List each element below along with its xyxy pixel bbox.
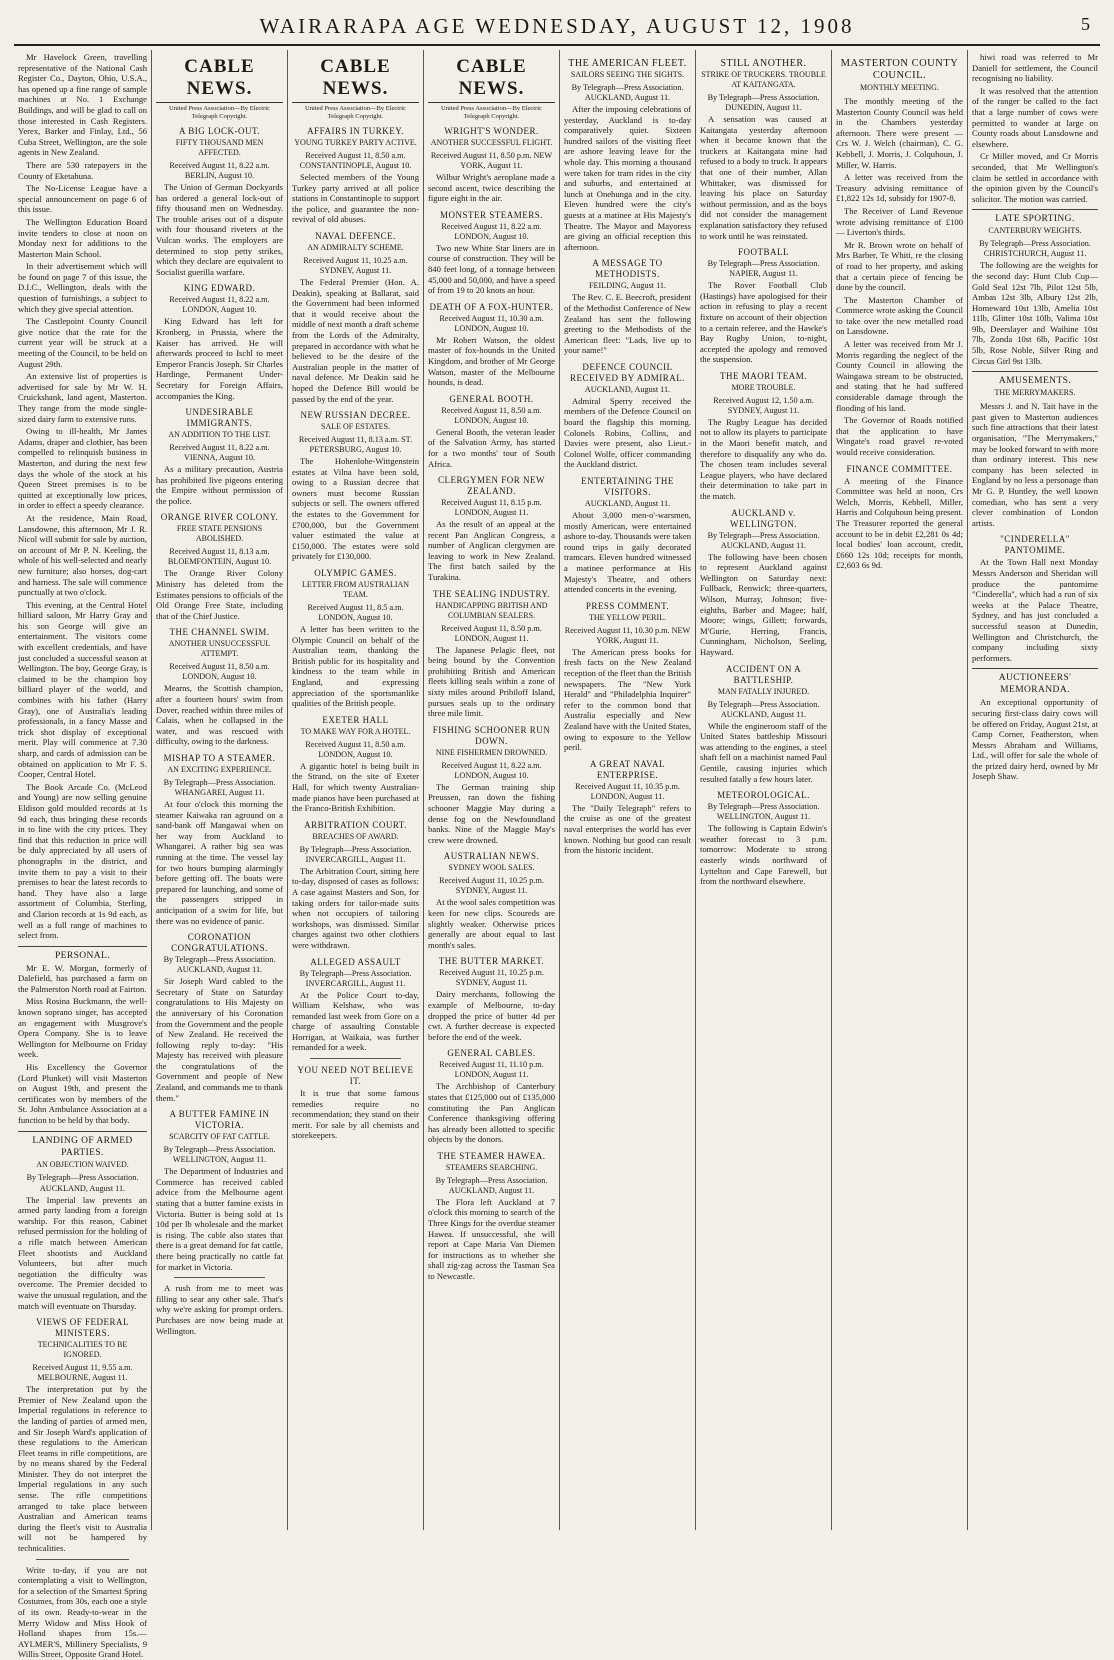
dateline: Received August 11, 10.25 a.m. SYDNEY, August 11.: [303, 255, 408, 275]
dateline: Received August 11, 9.55 a.m. MELBOURNE, August 11.: [32, 1363, 133, 1383]
advertisement-heading: YOU NEED NOT BELIEVE IT.: [297, 1065, 414, 1087]
article-subheading: BREACHES OF AWARD.: [312, 831, 399, 841]
dateline: AUCKLAND, August 11.: [584, 499, 671, 509]
article: [564, 601, 691, 753]
article-body: At the wool sales competition was keen for new clips. Scoureds are slightly weaker. Otherwise prices generally are about equal to last month's sales.: [428, 897, 555, 950]
article: [564, 759, 691, 856]
article: [428, 126, 555, 204]
separator: [174, 1277, 265, 1278]
dateline: AUCKLAND, August 11.: [39, 1183, 126, 1193]
dateline: Received August 11, 8.50 a.m. CONSTANTINOPLE, August 10.: [299, 151, 412, 170]
article-body: The Arbitration Court, sitting here to-day, disposed of cases as follows: A case against Masters and Son, for taking orders for tailor-made suits when not occupiers of tailoring workshops, was dismissed. Similar charges against two other clothiers were withdrawn.: [292, 865, 419, 950]
paragraph: Mr Havelock Green, travelling representative of the National Cash Register Co., Dayton, Ohio, U.S.A., has opened up a fine range of sample machines at No. 1 Exchange Buildings, and will be glad to call on those interested in Cash Registers. Yerex, Barker and Finlay, Ltd., 56 Cuba Street, Wellington, are the sole agents in New Zealand.: [18, 52, 147, 158]
paragraph: The Castlepoint County Council give notice that the rate for the current year will be struck at a meeting of the Council, to be held on August 29th.: [18, 316, 147, 369]
dateline: Received August 11, 8.13 a.m. BLOEMFONTEIN, August 10.: [167, 547, 272, 567]
article-subheading: TO MAKE WAY FOR A HOTEL.: [300, 726, 411, 736]
article-body: As the result of an appeal at the recent Pan Anglican Congress, a number of Anglican clergymen are leaving to work in New Zealand. The first batch sailed by the Turakina.: [428, 519, 555, 583]
article-subheading: HANDICAPPING BRITISH AND COLUMBIAN SEALERS.: [435, 600, 548, 620]
article-subheading: AN ADMIRALTY SCHEME.: [307, 242, 404, 252]
dateline: Received August 11, 8.22 a.m. VIENNA, August 10.: [169, 443, 270, 463]
article-heading: DEFENCE COUNCIL RECEIVED BY ADMIRAL.: [570, 361, 685, 383]
article-body: The Rugby League has decided not to allow its players to participate in the Maori benefit match, and therefore to disqualify any who do. The chosen team includes several League players, who have declared their determination to take part in the match.: [700, 416, 827, 502]
article-subheading: STEAMERS SEARCHING.: [445, 1162, 538, 1172]
article-heading: THE STEAMER HAWEA.: [437, 1150, 546, 1161]
dateline: By Telegraph—Press Association. NAPIER, August 11.: [707, 259, 820, 279]
article-body: The German training ship Preussen, ran down the fishing schooner Maggie May during a dense fog on the Newfoundland banks. Nine of the Maggie May's crew were drowned.: [428, 781, 555, 845]
article-heading: A MESSAGE TO METHODISTS.: [592, 258, 663, 280]
article-heading: A BUTTER FAMINE IN VICTORIA.: [169, 1109, 270, 1131]
column-3: [288, 50, 423, 1530]
article-heading: NAVAL DEFENCE.: [315, 230, 396, 241]
article-body: Selected members of the Young Turkey party arrived at all police stations in Constantinople to support the police, and guarantee the non-revival of old abuses.: [292, 172, 419, 225]
article-heading: THE MAORI TEAM.: [719, 370, 808, 381]
dateline: FEILDING, August 11.: [588, 281, 667, 291]
article: [428, 1151, 555, 1282]
article-body: The Rev. C. E. Beecroft, president of the Methodist Conference of New Zealand has sent the following greeting to the Methodists of the American fleet: "Lads, live up to your name!": [564, 292, 691, 356]
masthead-rule: [14, 44, 1100, 46]
article-heading: ARBITRATION COURT.: [304, 819, 407, 830]
article-body: A letter has been written to the Olympic Council on behalf of the Australian team, thanking the British public for its hospitality and kindness to the team while in England, and expressing appreciation of the sportsmanlike qualities of the British people.: [292, 624, 419, 709]
article-body: Sir Joseph Ward cabled to the Secretary of State on Saturday congratulations to His Majesty on the anniversary of his Coronation from the Government and the people of New Zealand. He received the following reply to-day: "His Majesty has received with pleasure the congratulations of the Government and people of New Zealand, and commands me to thank them.": [156, 976, 283, 1103]
paragraph: Miss Rosina Buckmann, the well-known soprano singer, has accepted an engagement with Musgrove's Opera Company. She is to leave Wellington for Melbourne on Friday week.: [18, 996, 147, 1060]
article-heading: GENERAL BOOTH.: [449, 393, 534, 404]
dateline: Received August 11, 10.30 p.m. NEW YORK, August 11.: [564, 625, 691, 645]
article-heading: UNDESIRABLE IMMIGRANTS.: [185, 407, 254, 429]
article-body: Admiral Sperry received the members of the Defence Council on board the flagship this morning. Colonels Robins, Collins, and Davies were present, also Lieut.-Colonel Wolfe, officer commanding the Auckland district.: [564, 395, 691, 470]
section-heading: FINANCE COMMITTEE.: [846, 463, 953, 474]
article-subheading: MONTHLY MEETING.: [860, 83, 939, 92]
article-heading: NEW RUSSIAN DECREE.: [300, 410, 411, 421]
article-body: Wilbur Wright's aeroplane made a second ascent, twice describing the figure eight in the air.: [428, 172, 555, 204]
article: [156, 753, 283, 926]
article-heading: THE CHANNEL SWIM.: [169, 627, 270, 638]
article: [292, 126, 419, 225]
article-subheading: ANOTHER SUCCESSFUL FLIGHT.: [430, 138, 553, 147]
column-6: [696, 50, 831, 1530]
article-body: Two new White Star liners are in course of construction. They will be 840 feet long, of a tonnage between 45,000 and 50,000, and have a speed of from 19 to 20 knots an hour.: [428, 242, 555, 296]
paragraph: A meeting of the Finance Committee was held at noon, Crs Welch, Morris, Kebbell, Miller, Harris and Colquhoun being present. The Treasurer reported the general account to be in debit £2,281 0s 4d; local bodies' loan account, credit, £660 12s 10d; receipts for month, £2,603 6s 9d.: [836, 475, 963, 571]
article-subheading: FIFTY THOUSAND MEN AFFECTED.: [175, 138, 264, 157]
paragraph: Cr Miller moved, and Cr Morris seconded, that Mr Wellington's claim be settled in accordance with the opinion given by the Council's solicitor. The motion was carried.: [972, 151, 1098, 204]
dateline: Received August 11, 10.30 a.m. LONDON, August 10.: [439, 313, 544, 333]
cable-news-banner: CABLE NEWS.: [428, 56, 555, 103]
credit-line: United Press Association—By Electric Telegraph Copyright.: [305, 105, 406, 120]
dateline: Received August 11, 8.22 a.m. LONDON, August 10.: [441, 221, 542, 241]
article: [428, 302, 555, 388]
article-heading: METEOROLOGICAL.: [717, 790, 810, 801]
article-heading: DEATH OF A FOX-HUNTER.: [429, 301, 554, 312]
article: [156, 932, 283, 1103]
paragraph: At the residence, Main Road, Lansdowne, this afternoon, Mr J. R. Nicol will submit for sale by auction, on account of Mr P. N. Keeling, the whole of his well-selected and nearly new furniture; also horses, dog-cart and harness. The sale will commence punctually at two o'clock.: [18, 512, 147, 598]
masthead: [0, 8, 1114, 48]
paragraph: His Excellency the Governor (Lord Plunket) will visit Masterton on August 19th, and present the certificates won by members of the St. John Ambulance Association at a function to be held by that body.: [18, 1062, 147, 1125]
dateline: By Telegraph—Press Association. INVERCARGILL, August 11.: [299, 844, 412, 864]
section-heading: LANDING OF ARMED PARTIES.: [18, 1131, 147, 1159]
credit-line: United Press Association—By Electric Telegraph Copyright.: [169, 105, 270, 120]
dateline: By Telegraph—Press Association. WHANGAREI, August 11.: [163, 778, 276, 797]
paragraph: At the Town Hall next Monday Messrs Anderson and Sheridan will produce the pantomime "Cinderella", which had a run of six weeks at the Palace Theatre, Sydney, and has just concluded a successful season at Dunedin, Wellington and Christchurch, the company including sixty performers.: [972, 557, 1098, 663]
article-heading: THE SEALING INDUSTRY.: [432, 588, 551, 599]
article-heading: AUCKLAND v. WELLINGTON.: [729, 507, 798, 529]
article-subheading: AN ADDITION TO THE LIST.: [168, 430, 271, 440]
article-heading: AFFAIRS IN TURKEY.: [307, 126, 404, 136]
section-heading: VIEWS OF FEDERAL MINISTERS.: [36, 1317, 129, 1339]
dateline: Received August 11, 8.5 a.m. LONDON, August 10.: [307, 603, 404, 623]
dateline: Received August 11, 10.25 p.m. SYDNEY, August 11.: [439, 968, 544, 988]
article-body: The Union of German Dockyards has ordered a general lock-out of fifty thousand men on Wednesday. The trouble arises out of a dispute with four thousand riveters at the Vulcan works. The employers are determined to stop petty strikes, which they declare are equivalent to Socialist guerilla warfare.: [156, 182, 283, 277]
article-body: The Flora left Auckland at 7 o'clock this morning to search of the Three Kings for the overdue steamer Hawea. If unsuccessful, she will report at Cape Maria Van Diemen for instructions as to whether she shall zig-zag across the Tasman Sea to Newcastle.: [428, 1196, 555, 1282]
article-heading: AUSTRALIAN NEWS.: [443, 851, 540, 862]
article-heading: CLERGYMEN FOR NEW ZEALAND.: [438, 475, 545, 497]
article-body: After the imposing celebrations of yesterday, Auckland is to-day comparatively quiet. Sixteen hundred sailors of the visiting fleet are ashore leaving leave for the whole day. This morning a thousand were taken for tram rides in the city and suburbs, and entertained at lunch at Onehunga and in the city. Eleven hundred were the city's guests at a matinee at His Majesty's Theatre. The Mayor and Mayoress are giving an official reception this afternoon.: [564, 104, 691, 252]
column-1: [14, 50, 151, 1660]
subheading: CANTERBURY WEIGHTS.: [988, 226, 1082, 236]
separator: [310, 1058, 401, 1059]
article-subheading: NINE FISHERMEN DROWNED.: [435, 747, 548, 757]
article: [156, 126, 283, 277]
dateline: Received August 12, 1.50 a.m. SYDNEY, August 11.: [713, 395, 814, 415]
paragraph: The following are the weights for the second day: Hunt Club Cup—Gold Seal 12st 7lb, Pilot 12st 5lb, Ambas 12st 3lb, Albury 12st 2lb, Homeward 10st 13lb, Amelia 10st 11lb, Glitter 10st 10lb, Valima 10st 9lb, Deerslayer and Waihine 10st 7lb, Zonda 10st 6lb, Pacific 10st 5lb, Rose Noble, Silver Ring and Circus Girl 9st 13lb.: [972, 260, 1098, 366]
article: [156, 1109, 283, 1272]
article-subheading: STRIKE OF TRUCKERS. TROUBLE AT KAITANGATA.: [701, 70, 826, 89]
article: [428, 210, 555, 296]
article-subheading: ANOTHER UNSUCCESSFUL ATTEMPT.: [168, 639, 271, 659]
dateline: By Telegraph—Press Association. WELLINGTON, August 11.: [163, 1145, 276, 1165]
dateline: Received August 11, 8.22 a.m. LONDON, August 10.: [441, 760, 542, 780]
paragraph: In their advertisement which will be found on page 7 of this issue, the D.I.C., Wellington, deals with the question of furnishings, a subject to which they give special attention.: [18, 261, 147, 314]
article-body: The Rover Football Club (Hastings) have apologised for their action in refusing to play a recent fixture on account of their objection to a certain referee, and the Hawke's Bay Rugby Union, to-night, accepted the apology and removed the suspension.: [700, 280, 827, 365]
article-body: Mr Robert Watson, the oldest master of fox-hounds in the United Kingdom, and brother of Mr George Watson, master of the Melbourne hounds, is dead.: [428, 334, 555, 388]
dateline: Received August 11, 11.10 p.m. LONDON, August 11.: [439, 1060, 544, 1080]
dateline: Received August 11, 8.22 a.m. BERLIN, August 10.: [169, 161, 270, 180]
article: [564, 476, 691, 595]
article-heading: THE AMERICAN FLEET.: [568, 58, 687, 69]
article: [156, 407, 283, 506]
article: [700, 664, 827, 785]
column-8: [968, 50, 1102, 1530]
article-subheading: LETTER FROM AUSTRALIAN TEAM.: [301, 580, 410, 600]
article-body: The Department of Industries and Commerce has received cabled advice from the Melbourne agent stating that a butter famine exists in Victoria. Butter is being sold at 1s 10d per lb wholesale and the market is rising. The cable also states that there is a great demand for fat cattle, there being practically no cattle fat for market in Victoria.: [156, 1166, 283, 1272]
paragraph: Messrs J. and N. Tait have in the past given to Masterton audiences such fine attractions that their latest organisation, "The Merrymakers," may be looked forward to with more than ordinary interest. This new company has been selected in England by no less a personage than Mr G. P. Huntley, the well known comedian, who has sent a very clever combination of London artists.: [972, 401, 1099, 528]
article-heading: FOOTBALL: [738, 247, 789, 258]
paragraph: Mr R. Brown wrote on behalf of Mrs Barber, Te Whiti, re the closing of road to her property, and asking that a certain piece of fencing be done by the council.: [836, 239, 963, 293]
dateline: Received August 11, 8.15 p.m. LONDON, August 11.: [441, 498, 542, 518]
paragraph: The monthly meeting of the Masterton County Council was held in the Chambers yesterday afternoon. There were present — Crs W. J. Welch (chairman), C. G. Kebbell, J. Morris, J. Colquhoun, J. Miller, W. Harris.: [836, 96, 963, 170]
article-heading: OLYMPIC GAMES.: [314, 568, 397, 579]
dateline: Received August 11, 10.25 p.m. SYDNEY, August 11.: [439, 876, 544, 896]
article: [700, 790, 827, 887]
article: [428, 475, 555, 583]
article: [700, 58, 827, 241]
article: [428, 1048, 555, 1145]
paragraph: There are 530 ratepayers in the County of Eketahuna.: [18, 159, 147, 181]
paragraph: A letter was received from Mr J. Morris regarding the neglect of the County Council in allowing the Waingawa stream to be obstructed, and stating that he had suffered considerable damage through the flooding of his land.: [836, 339, 963, 413]
column-4: [424, 50, 559, 1530]
dateline: By Telegraph—Press Association. CHRISTCHURCH, August 11.: [979, 239, 1091, 259]
paragraph: The interpretation put by the Premier of New Zealand upon the Imperial regulations in reference to the landing of parties of armed men, and Sir Joseph Ward's application of these regulations to the American Fleet teams in rifle competitions, are by no means shared by the Federal Minister. They do not interpret the Imperial regulations in any such sense. The rifle competitions arranged to take place between Australian and American teams during the fleet's visit to Australia will not be hampered by technicalities.: [18, 1384, 147, 1554]
article-subheading: MORE TROUBLE.: [731, 382, 796, 392]
article-body: The Federal Premier (Hon. A. Deakin), speaking at Ballarat, said the Government had been informed that it would receive about the middle of next month a draft scheme from the Lords of the Admiralty, prepared in accordance with what he believed to be the desire of the Australian people in the matter of naval defence. Mr Deakin said he hoped the Defence Bill would be passed by the end of the year.: [292, 276, 419, 404]
article: [156, 627, 283, 747]
article-subheading: THE YELLOW PERIL.: [588, 612, 667, 622]
section-heading: LATE SPORTING.: [972, 209, 1098, 225]
article-body: Dairy merchants, following the example of Melbourne, to-day dropped the price of butter 4d per cwt. A further decrease is expected before the end of the week.: [428, 989, 555, 1042]
paragraph: The No-License League have a special announcement on page 6 of this issue.: [18, 183, 147, 215]
dateline: By Telegraph—Press Association. AUCKLAND, August 11.: [435, 1175, 548, 1195]
dateline: Received August 11, 8.50 p.m. NEW YORK, August 11.: [430, 151, 553, 170]
article-body: The Hohenlohe-Wittgenstein estates at Vilna have been sold, owing to a Russian decree that owners must become Russian subjects or sell. The owners offered the estates to the Government for £700,000, but the Government valuer estimated the value at £150,000. The estates were sold privately for £130,000.: [292, 456, 419, 562]
article: [292, 568, 419, 709]
article-heading: MONSTER STEAMERS.: [439, 209, 543, 220]
subheading: THE MERRYMAKERS.: [994, 388, 1076, 398]
article-body: The Archbishop of Canterbury states that £125,000 out of £135,000 constituting the Pan Anglican Conference thanksgiving offering has already been allotted to specific objects by the donors.: [428, 1081, 555, 1145]
article-body: General Booth, the veteran leader of the Salvation Army, has started for a two months' tour of South Africa.: [428, 426, 555, 469]
article-heading: PRESS COMMENT.: [585, 600, 670, 611]
article-subheading: YOUNG TURKEY PARTY ACTIVE.: [294, 138, 417, 147]
dateline: By Telegraph—Press Association. INVERCARGILL, August 11.: [299, 968, 412, 988]
article: [156, 512, 283, 621]
section-heading: AUCTIONEERS' MEMORANDA.: [972, 668, 1098, 696]
article: [564, 258, 691, 356]
section-heading: AMUSEMENTS.: [972, 371, 1098, 387]
article-heading: A GREAT NAVAL ENTERPRISE.: [589, 758, 665, 780]
article-heading: ENTERTAINING THE VISITORS.: [581, 476, 674, 498]
article-heading: FISHING SCHOONER RUN DOWN.: [432, 724, 551, 746]
article-body: A sensation was caused at Kaitangata yesterday afternoon when it became known that the truckers at Kaitangata mine had refused to a body to truck. It appears that one of their number, Allan Whittaker, was dismissed for leaving his place on Saturday without permission, and as the boys did not consider the management explanation satisfactory they refused to work until he was reinstated.: [700, 114, 827, 241]
article-heading: CORONATION CONGRATULATIONS.: [171, 932, 268, 954]
paragraph: It was resolved that the attention of the ranger be called to the fact that a large number of cows were permitted to wander at large on County roads about Lansdowne and elsewhere.: [972, 85, 1098, 149]
advertisement-text: Write to-day, if you are not contemplating a visit to Wellington, for a selection of the Smartest Spring Costumes, from 30s, each one a style of its own. Ready-to-wear in the Merry Widow and Miss Hook of Holland shapes from 15s.—AYLMER'S, Millinery Specialists, 9 Willis Street, Opposite Grand Hotel.: [18, 1564, 147, 1660]
paragraph: hiwi road was referred to Mr Daniell for settlement, the Council recognising no liability.: [972, 52, 1098, 84]
article-body: The Orange River Colony Ministry has deleted from the Estimates pensions to officials of the Old Orange Free State, including that of the Chief Justice.: [156, 568, 283, 621]
article-heading: THE BUTTER MARKET.: [438, 956, 545, 967]
column-2: [152, 50, 287, 1530]
article: [292, 715, 419, 814]
paragraph: The Book Arcade Co. (McLeod and Young) are now selling genuine Eldison gold moulded records at 1s 9d each, thus bringing these records in to line with the city prices. They find that this reduction in price will be duly appreciated by all users of phonographs in the district, and invite them to pay a visit to their premises to hear the latest records to hand. They have also a large assortment of Columbia, Sterling, and Clarion records at 1s 9d each, as well as a full range of machines to select from.: [18, 781, 147, 941]
article-body: While the engineroom staff of the United States battleship Missouri was attending to the engines, a steel shaft fell on a machinist named Paul Gentile, causing injuries which resulted fatally a few hours later.: [700, 720, 827, 784]
paragraph: This evening, at the Central Hotel billiard saloon, Mr Harry Gray and his son George will give an entertainment. The visitors come with excellent credentials, and have just concluded a successful season at Wellington. The boy, George Gray, is claimed to be the champion boy billiard player of the world, and combines with his father (Harry Gray), one of Australia's leading professionals, in a fancy Masse and trick shot display of exceptional merit. Play will commence at 7.30 sharp, and cards of admission can be obtained on application to Mr F. S. Cooper, Central Hotel.: [18, 599, 147, 780]
dateline: Received August 11, 8.50 a.m. LONDON, August 10.: [169, 662, 270, 682]
article: [428, 394, 555, 469]
dateline: By Telegraph—Press Association. AUCKLAND, August 11.: [163, 955, 276, 975]
article-heading: ALLEGED ASSAULT: [310, 956, 401, 967]
paragraph: The Imperial law prevents an armed party landing from a foreign warship. For this reason, Cabinet refused permission for the holding of a rifle match between American Fleet shootists and Auckland Volunteers, but after much negotiation the difficulty was overcome. The Premier decided to waive the unusual regulation, and the match will eventuate on Thursday.: [18, 1194, 147, 1311]
paragraph: Mr E. W. Morgan, formerly of Dalefield, has purchased a farm on the Palmerston North road at Fairton.: [18, 962, 147, 994]
article-heading: WRIGHT'S WONDER.: [444, 126, 539, 136]
dateline: By Telegraph—Press Association. AUCKLAND, August 11.: [571, 83, 684, 102]
paragraph: The Masterton Chamber of Commerce wrote asking the Council to take over the new metalled road on Lansdowne.: [836, 294, 963, 337]
article-subheading: SYDNEY WOOL SALES.: [448, 863, 535, 873]
dateline: By Telegraph—Press Association. AUCKLAND, August 11.: [707, 530, 820, 550]
credit-line: By Telegraph—Press Association.: [26, 1172, 139, 1182]
dateline: AUCKLAND, August 11.: [584, 384, 671, 394]
credit-line: United Press Association—By Electric Telegraph Copyright.: [441, 105, 542, 120]
article: [292, 957, 419, 1054]
subheading: TECHNICALITIES TO BE IGNORED.: [37, 1340, 128, 1360]
article-subheading: FREE STATE PENSIONS ABOLISHED.: [176, 524, 263, 544]
section-heading: "CINDERELLA" PANTOMIME.: [1000, 534, 1070, 556]
dateline: By Telegraph—Press Association. WELLINGTON, August 11.: [707, 802, 820, 822]
column-5: [560, 50, 695, 1530]
article-body: The American press books for fresh facts on the New Zealand reception of the fleet than the British newspapers. The "New York Herald" and "Philadelphia Inquirer" refer to the common bond that Australia especially and New Zealand have with the United States, owing to exposure to the Yellow peril.: [564, 646, 691, 753]
article: [428, 589, 555, 719]
paragraph: A letter was received from the Treasury advising remittance of £1,822 12s 1d, subsidy for 1907-8.: [836, 172, 963, 204]
column-7: [832, 50, 967, 1530]
article: [156, 283, 283, 401]
article-body: At the Police Court to-day, William Kelshaw, who was remanded last week from Gore on a charge of assaulting Constable Horrigan, at Waikaia, was further remanded for a week.: [292, 989, 419, 1053]
article: [292, 410, 419, 562]
article-body: The following is Captain Edwin's weather forecast to 3 p.m. tomorrow: Moderate to strong easterly winds northward of Lyttelton and Cape Farewell, but from the northward elsewhere.: [700, 823, 827, 887]
paragraph: The Governor of Roads notified that the application to have Wingate's road gravel re-voted would receive consideration.: [836, 415, 963, 457]
dateline: Received August 11, 8.50 a.m. LONDON, August 10.: [305, 739, 406, 759]
article: [564, 58, 691, 252]
cable-news-banner: CABLE NEWS.: [292, 56, 419, 103]
article-subheading: SALE OF ESTATES.: [321, 422, 390, 432]
article-subheading: SCARCITY OF FAT CATTLE.: [169, 1132, 270, 1142]
article-body: At four o'clock this morning the steamer Kaiwaka ran aground on a sand-bank off Mangawai when on her way from Auckland to Whangarei. A rather big sea was running at the time. The vessel lay for two hours bumping alarmingly before getting off. The boats were prepared for launching, and some of the passengers stripped in anticipation of a swim for life, but there was no evidence of panic.: [156, 799, 283, 926]
paragraph: The Wellington Education Board invite tenders to close at noon on Monday next for additions to the Masterton Main School.: [18, 216, 147, 259]
article-heading: A BIG LOCK-OUT.: [178, 126, 261, 136]
dateline: Received August 11, 8.22 a.m. LONDON, August 10.: [169, 295, 270, 315]
dateline: By Telegraph—Press Association. AUCKLAND, August 11.: [707, 699, 820, 719]
article-heading: MASTERTON COUNTY COUNCIL.: [840, 58, 959, 81]
article: [428, 725, 555, 846]
article-heading: KING EDWARD.: [183, 283, 256, 294]
article-heading: ORANGE RIVER COLONY.: [160, 512, 279, 523]
dateline: Received August 11, 10.35 p.m. LONDON, August 11.: [575, 781, 680, 801]
article-subheading: MAN FATALLY INJURED.: [717, 686, 810, 696]
advertisement-text: It is true that some famous remedies require no recommendation; they stand on their merit. For sale by all chemists and storekeepers.: [292, 1088, 419, 1141]
article-subheading: SAILORS SEEING THE SIGHTS.: [570, 70, 685, 79]
dateline: Received August 11, 8.50 a.m. LONDON, August 10.: [441, 405, 542, 425]
newspaper-title: WAIRARAPA AGE WEDNESDAY, AUGUST 12, 1908: [259, 14, 855, 38]
article-body: The "Daily Telegraph" refers to the cruise as one of the greatest naval enterprises the world has ever known. Nothing but good can result from the historic incident.: [564, 802, 691, 856]
article-heading: ACCIDENT ON A BATTLESHIP.: [725, 663, 802, 685]
page-number: 5: [1081, 14, 1090, 34]
article-body: Mearns, the Scottish champion, after a fourteen hours' swim from Dover, reached within three miles of Calais, when he collapsed in the water, and was rescued with difficulty, owing to the darkness.: [156, 683, 283, 747]
article: [700, 508, 827, 658]
dateline: Received August 11, 8.50 p.m. LONDON, August 11.: [441, 623, 542, 643]
cable-news-banner: CABLE NEWS.: [156, 56, 283, 103]
article-body: The Japanese Pelagic fleet, not being bound by the Convention prohibiting British and American fleets killing seals within a zone of sixty miles around Pribiloff Island, pursues seals up to the ordinary three mile limit.: [428, 644, 555, 719]
subheading: AN OBJECTION WAIVED.: [36, 1159, 129, 1169]
article-heading: STILL ANOTHER.: [720, 58, 807, 69]
article-body: A gigantic hotel is being built in the Strand, on the site of Exeter Hall, for which twenty Australian-made pianos have been purchased at the Franco-British Exhibition.: [292, 760, 419, 814]
dateline: By Telegraph—Press Association. DUNEDIN, August 11.: [707, 93, 820, 112]
paragraph: An extensive list of properties is advertised for sale by Mr W. H. Cruickshank, land agent, Masterton. They range from the mode single-sized dairy farm to extensive runs.: [18, 371, 147, 424]
separator: [36, 1559, 129, 1560]
article-heading: EXETER HALL: [322, 714, 389, 725]
article: [564, 362, 691, 470]
article-heading: MISHAP TO A STEAMER.: [163, 753, 276, 763]
article: [700, 247, 827, 365]
section-heading: PERSONAL.: [18, 946, 147, 962]
article-body: As a military precaution, Austria has prohibited live pigeons entering the Empire without permission of the police.: [156, 464, 283, 506]
paragraph: Owing to ill-health, Mr James Adams, draper and clothier, has been compelled to relinquish business in Masterton, and during the next few days the whole of the stock at his Queen Street premises is to be quitted at exceptionally low prices, in order to effect a speedy clearance.: [18, 426, 147, 511]
article: [292, 231, 419, 404]
article: [700, 371, 827, 502]
article-heading: GENERAL CABLES.: [447, 1048, 536, 1059]
article-body: The following have been chosen to represent Auckland against Wellington on Saturday next: Fullback, Renwick; three-quarters, Wilson, Murray, Johnson; five-eighths, Barber and Magee; half, Moore; wings, Gillett; forwards, M'Gurie, Herring, Francis, Cunningham, Nicholson, Seeling, Hayward.: [700, 551, 827, 657]
article: [292, 820, 419, 951]
paragraph: The Receiver of Land Revenue wrote advising remittance of £100 — Liverton's thirds.: [836, 205, 963, 238]
article: [428, 956, 555, 1042]
dateline: Received August 11, 8.13 a.m. ST. PETERSBURG, August 10.: [298, 435, 413, 455]
article-subheading: AN EXCITING EXPERIENCE.: [167, 765, 272, 774]
paragraph: An exceptional opportunity of securing first-class dairy cows will be offered on Friday, August 21st, at Camp Corner, Featherston, when Messrs Abraham and Williams, Ltd., will offer for sale the whole of the prized dairy herd, owned by Mr Joseph Shaw.: [972, 697, 1098, 782]
article-body: About 3,000 men-o'-warsmen, mostly American, were entertained ashore to-day. Thousands were taken round trips in gaily decorated tramcars. Eleven hundred witnessed a matinee performance at His Majesty's Theatre, and others attended concerts in the evening.: [564, 510, 691, 595]
advertisement-text: A rush from me to meet was filling to sear any other sale. That's why we're asking for prompt orders. Purchases are now being made at Wellington.: [156, 1283, 283, 1336]
article-body: King Edward has left for Kronberg, in Prussia, where the Kaiser has arrived. He will afterwards proceed to Ischl to meet Emperor Francis Joseph. Sir Charles Hardinge, Permanent Under-Secretary for Foreign Affairs, accompanies the King.: [156, 316, 283, 401]
article: [428, 851, 555, 950]
